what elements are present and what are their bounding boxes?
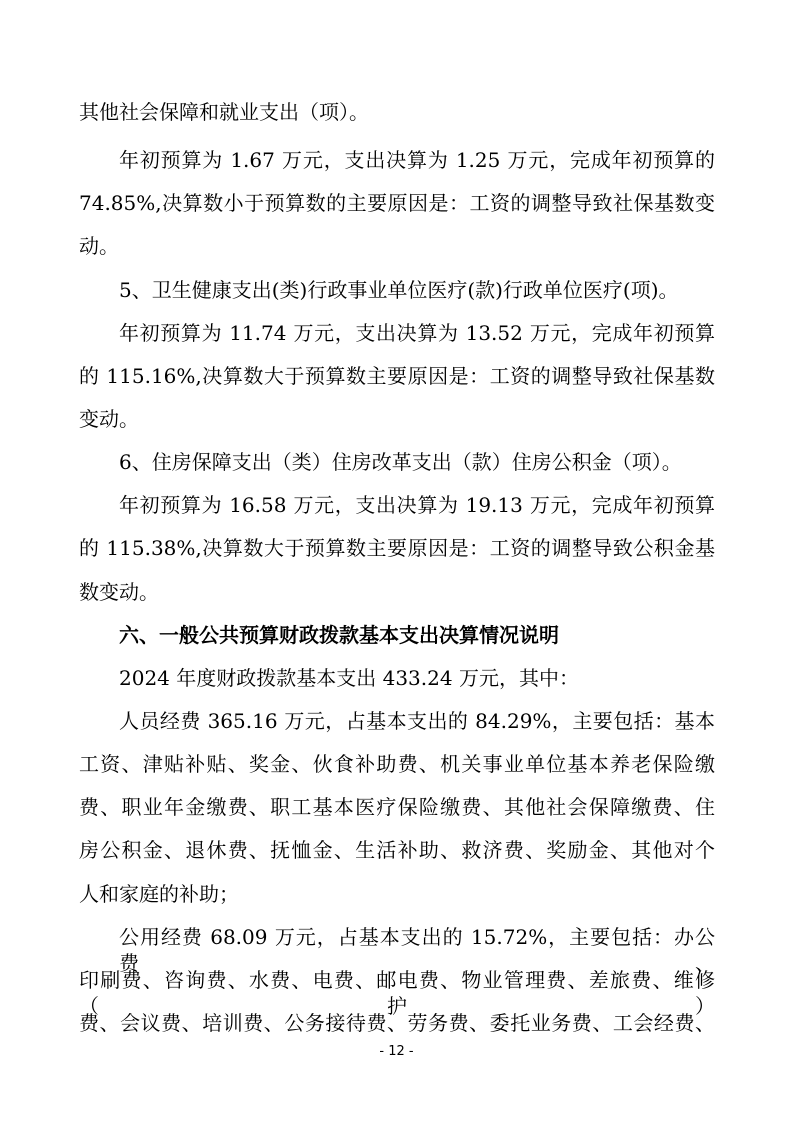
paragraph-first-line <box>119 320 715 346</box>
line-text: 工资、津贴补贴、奖金、伙食补助费、机关事业单位基本养老保险缴 <box>79 752 715 776</box>
page-number: - 12 - <box>379 1044 414 1059</box>
line-text: 人员经费 365.16 万元，占基本支出的 84.29%，主要包括：基本 <box>119 709 715 733</box>
paragraph-first-line <box>119 924 715 975</box>
line-text: 印刷费、咨询费、水费、电费、邮电费、物业管理费、差旅费、维修（护） <box>79 968 715 1018</box>
paragraph-line <box>79 363 715 389</box>
line-text: 数变动。 <box>79 580 159 604</box>
line-text: 74.85%,决算数小于预算数的主要原因是：工资的调整导致社保基数变 <box>79 191 715 215</box>
line-text: 人和家庭的补助； <box>79 882 239 906</box>
line-text: 动。 <box>79 234 119 258</box>
line-text: 年初预算为 1.67 万元，支出决算为 1.25 万元，完成年初预算的 <box>119 148 715 172</box>
paragraph-line <box>79 1010 715 1036</box>
line-text: 6、住房保障支出（类）住房改革支出（款）住房公积金（项）。 <box>119 450 682 474</box>
line-text: 房公积金、退休费、抚恤金、生活补助、救济费、奖励金、其他对个 <box>79 838 715 862</box>
line-text: 费、职业年金缴费、职工基本医疗保险缴费、其他社会保障缴费、住 <box>79 795 715 819</box>
heading-text: 六、一般公共预算财政拨款基本支出决算情况说明 <box>119 623 559 647</box>
line-text: 费、会议费、培训费、公务接待费、劳务费、委托业务费、工会经费、 <box>79 1011 715 1035</box>
line-text: 的 115.16%,决算数大于预算数主要原因是：工资的调整导致社保基数 <box>79 364 715 388</box>
paragraph-line <box>79 535 715 561</box>
line-text: 年初预算为 16.58 万元，支出决算为 19.13 万元，完成年初预算 <box>119 493 715 517</box>
line-text: 5、卫生健康支出(类)行政事业单位医疗(款)行政单位医疗(项)。 <box>119 278 679 302</box>
paragraph-line <box>79 751 715 777</box>
paragraph-line <box>79 837 715 863</box>
paragraph-line <box>79 190 715 216</box>
paragraph-first-line <box>119 492 715 518</box>
paragraph-line <box>79 794 715 820</box>
line-text: 2024 年度财政拨款基本支出 433.24 万元，其中： <box>119 666 579 690</box>
line-text: 年初预算为 11.74 万元，支出决算为 13.52 万元，完成年初预算 <box>119 321 715 345</box>
paragraph-line <box>79 967 715 1018</box>
line-text: 公用经费 68.09 万元，占基本支出的 15.72%，主要包括：办公费、 <box>119 925 715 975</box>
paragraph-first-line <box>119 147 715 173</box>
line-text: 其他社会保障和就业支出（项）。 <box>79 100 369 124</box>
line-text: 变动。 <box>79 407 139 431</box>
paragraph-first-line <box>119 708 715 734</box>
line-text: 的 115.38%,决算数大于预算数主要原因是：工资的调整导致公积金基 <box>79 536 715 560</box>
